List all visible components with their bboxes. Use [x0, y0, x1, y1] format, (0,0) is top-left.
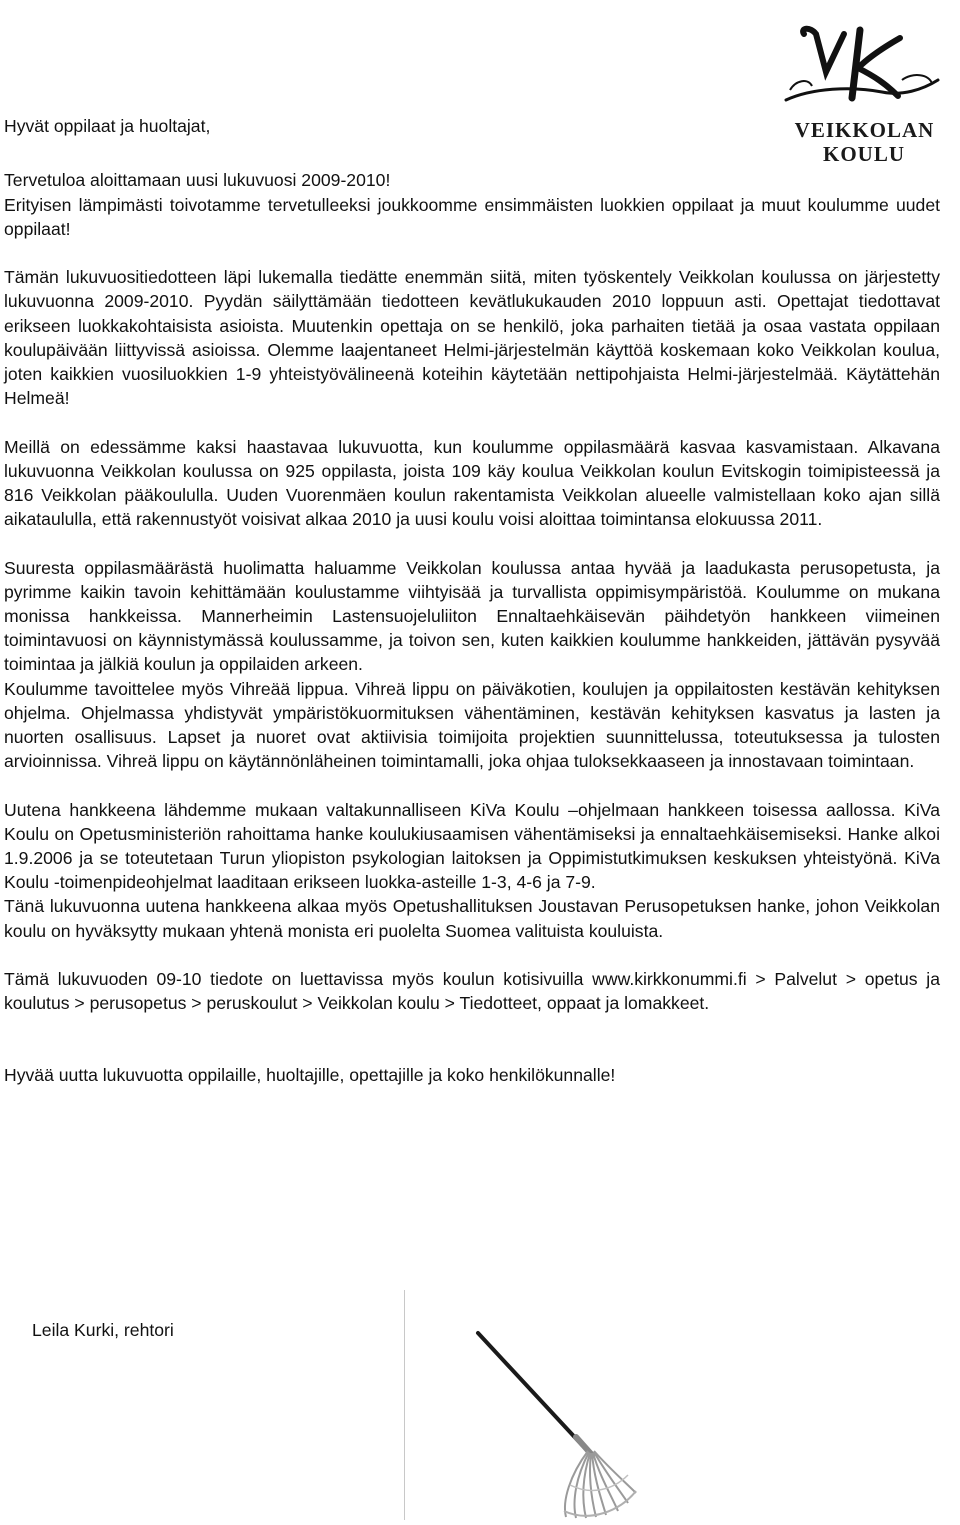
website-paragraph: Tämä lukuvuoden 09-10 tiedote on luettavissa myös koulun kotisivuilla www.kirkkonummi.fi > Palvelut > opetus ja koulutus > perusopetus > peruskoulut > Veikkolan koulu > Tiedotteet, oppaat ja lomakkeet. — [4, 969, 940, 1014]
green-flag-paragraph: Koulumme tavoittelee myös Vihreää lippua. Vihreä lippu on päiväkotien, koulujen ja oppilaitosten kestävän kehityksen ohjelma. Ohjelmassa yhdistyvät ympäristökuormituksen vähentäminen, kestävän kehityksen kasvatus ja lasten ja nuorten osallisuus. Lapset ja nuoret ovat aktiivisia toimijoita projektien suunnittelussa, toteutuksessa ja tulosten arvioinnissa. Vihreä lippu on käytännönläheinen toimintamalli, joka ohjaa tuloksekkaaseen ja innostavaan toimintaan. — [4, 678, 940, 772]
kiva-paragraph: Uutena hankkeena lähdemme mukaan valtakunnalliseen KiVa Koulu –ohjelmaan hankkeen toisessa aallossa. KiVa Koulu on Opetusministeriön rahoittama hanke koulukiusaamisen vähentämiseksi ja ennaltaehkäisemiseksi. Hanke alkoi 1.9.2006 ja se toteutetaan Turun yliopiston psykologian laitoksen ja Oppimistutkimuksen keskuksen yhteistyönä. KiVa Koulu -toimenpideohjelmat laaditaan erikseen luokka-asteille 1-3, 4-6 ja 7-9. — [4, 799, 940, 893]
signature: Leila Kurki, rehtori — [32, 1320, 174, 1340]
vk-monogram-icon — [782, 20, 947, 120]
logo-school-type: KOULU — [822, 142, 905, 166]
rake-image — [470, 1325, 640, 1520]
greeting: Hyvät oppilaat ja huoltajat, — [4, 116, 211, 136]
flexible-education-paragraph: Tänä lukuvuonna uutena hankkeena alkaa myös Opetushallituksen Joustavan Perusopetuksen hanke, johon Veikkolan koulu on hyväksytty mukaan yhtenä monista eri puolelta Suomea valituista kouluista. — [4, 896, 940, 941]
info-paragraph: Tämän lukuvuositiedotteen läpi lukemalla tiedätte enemmän siitä, miten työskentely Veikkolan koulussa on järjestetty lukuvuonna 2009-2010. Pyydän säilyttämään tiedotteen kevätlukukauden 2010 loppuun asti. Opettajat tiedottavat erikseen luokkakohtaisista asioista. Muutenkin opettaja on se henkilö, joka parhaiten tietää ja osaa vastata oppilaan koulupäivään liittyvissä asioissa. Olemme laajentaneet Helmi-järjestelmän käyttöä koskemaan koko Veikkolan koulua, joten kaikkien vuosiluokkien 1-9 yhteistyövälineenä koteihin käytetään nettipohjaista Helmi-järjestelmää. Käytättehän Helmeä! — [4, 267, 940, 409]
logo-school-name: VEIKKOLAN — [794, 118, 935, 142]
divider-line — [404, 1290, 405, 1520]
projects-paragraph: Suuresta oppilasmäärästä huolimatta haluamme Veikkolan koulussa antaa hyvää ja laadukasta perusopetusta, ja pyrimme kaikin tavoin kehittämään koulustamme viihtyisää ja turvallista oppimisympäristöä. Koulumme on mukana monissa hankkeissa. Mannerheimin Lastensuojeluliiton Ennaltaehkäisevän päihdetyön hankkeen viimeinen toimintavuosi on käynnistymässä koulussamme, ja toivon sen, kuten kaikkien koulumme hankkeiden, jättävän pysyvää toimintaa ja jälkiä koulun ja oppilaiden arkeen. — [4, 557, 940, 675]
welcome-line: Tervetuloa aloittamaan uusi lukuvuosi 2009-2010! — [4, 170, 391, 191]
welcome-paragraph: Erityisen lämpimästi toivotamme tervetulleeksi joukkoomme ensimmäisten luokkien oppilaat ja muut koulumme uudet oppilaat! — [4, 194, 940, 239]
rake-icon — [470, 1325, 640, 1520]
letter-body — [4, 114, 940, 1088]
student-count-paragraph: Meillä on edessämme kaksi haastavaa lukuvuotta, kun koulumme oppilasmäärä kasvaa kasvamistaan. Alkavana lukuvuonna Veikkolan koulussa on 925 oppilasta, joista 109 käy koulua Veikkolan koulun Evitskogin toimipisteessä ja 816 Veikkolan pääkoululla. Uuden Vuorenmäen koulun rakentamista Veikkolan alueelle valmistellaan koko ajan sillä aikataululla, että rakennustyöt voisivat alkaa 2010 ja uusi koulu voisi aloittaa toimintansa elokuussa 2011. — [4, 436, 940, 530]
closing-wish: Hyvää uutta lukuvuotta oppilaille, huoltajille, opettajille ja koko henkilökunnalle! — [4, 1065, 616, 1086]
